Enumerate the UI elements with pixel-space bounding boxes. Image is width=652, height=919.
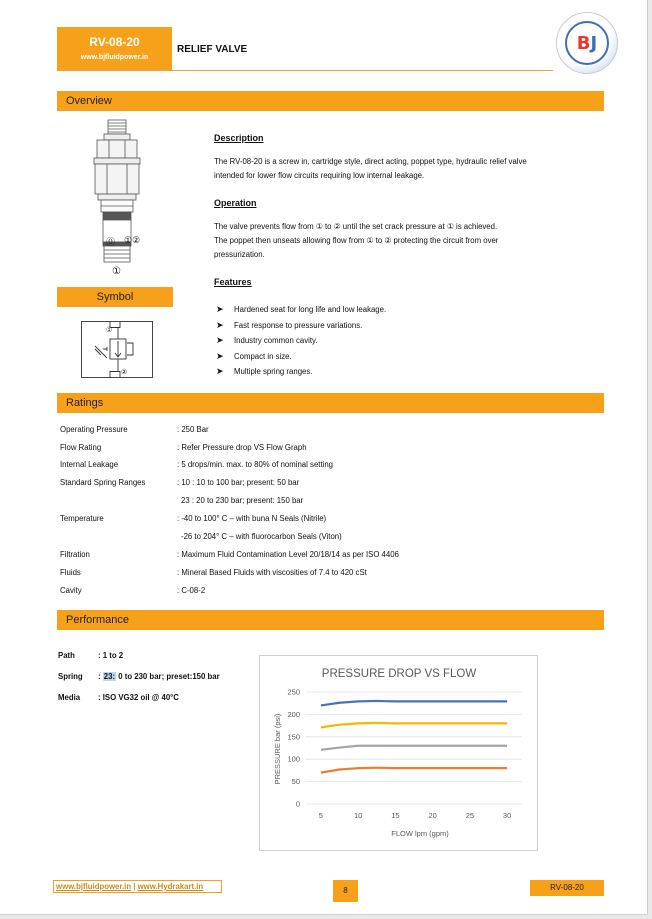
document-title: RELIEF VALVE (177, 44, 248, 55)
chart-y-tick-label: 200 (287, 709, 300, 719)
page-number: 8 (333, 880, 358, 902)
chart-y-tick-label: 250 (287, 687, 300, 697)
feature-item: ➤ Fast response to pressure variations. (216, 318, 386, 334)
description-line-1: The RV-08-20 is a screw in, cartridge style, direct acting, poppet type, hydraulic relief valve (214, 157, 527, 166)
rating-value: : C-08-2 (177, 586, 206, 595)
valve-port-1-label-side: ① (124, 235, 133, 245)
symbol-port-2: ② (121, 368, 128, 376)
feature-item: ➤ Compact in size. (216, 349, 386, 365)
feature-item: ➤ Hardened seat for long life and low leakage. (216, 302, 386, 318)
footer-links (53, 880, 222, 893)
logo-letter-j: J (590, 32, 598, 54)
description-heading: Description (214, 133, 264, 143)
arrow-bullet-icon: ➤ (216, 350, 224, 361)
rating-label: Internal Leakage (60, 460, 119, 469)
spring-label: Spring (58, 672, 83, 681)
footer-link-bjfluidpower[interactable]: www.bjfluidpower.in (56, 882, 132, 891)
chart-x-tick-label: 30 (502, 811, 512, 820)
chart-series-line-1 (321, 701, 507, 705)
chart-x-ticks (319, 811, 511, 820)
header-url[interactable]: www.bjfluidpower.in (80, 54, 149, 61)
operation-heading: Operation (214, 198, 257, 208)
features-heading: Features (214, 277, 252, 287)
chart-x-tick-label: 20 (428, 811, 437, 820)
spring-value: : 23: 0 to 230 bar; preset:150 bar (98, 672, 220, 681)
rating-value: : -40 to 100° C – with buna N Seals (Nitrile) (177, 514, 327, 523)
symbol-port-1: ① (106, 326, 113, 334)
rating-value: : 250 Bar (177, 425, 209, 434)
rating-label: Operating Pressure (60, 425, 128, 434)
section-header-overview: Overview (57, 91, 604, 111)
footer-separator: | (131, 882, 138, 891)
chart-y-tick-label: 50 (291, 777, 300, 787)
section-header-symbol: Symbol (57, 287, 173, 307)
valve-cartridge-image (82, 118, 152, 278)
bj-logo (556, 12, 618, 74)
section-header-ratings: Ratings (57, 393, 604, 413)
chart-title: PRESSURE DROP VS FLOW (321, 668, 477, 680)
operation-text (214, 220, 594, 262)
feature-item: ➤ Industry common cavity. (216, 333, 386, 349)
header-divider (57, 70, 553, 71)
rating-value: : Refer Pressure drop VS Flow Graph (177, 443, 307, 452)
chart-x-tick-label: 10 (353, 811, 363, 820)
arrow-bullet-icon: ➤ (216, 319, 224, 330)
valve-port-1-label-bottom: ① (112, 266, 121, 277)
arrow-bullet-icon: ➤ (216, 304, 224, 314)
arrow-bullet-icon: ➤ (216, 366, 224, 376)
spring-highlight: 23: (103, 672, 116, 681)
features-list (216, 302, 386, 380)
valve-port-0-label: ⓪ (106, 237, 116, 247)
chart-y-tick-label: 0 (295, 799, 300, 809)
footer-model-number: RV-08-20 (530, 880, 604, 896)
rating-label: Standard Spring Ranges (60, 478, 146, 487)
operation-line-2: The poppet then unseats allowing flow from ① to ② protecting the circuit from over (214, 236, 499, 245)
rating-value: : 5 drops/min. max. to 80% of nominal setting (177, 460, 334, 469)
arrow-bullet-icon: ➤ (216, 335, 224, 345)
chart-y-axis-label: PRESSURE bar (psi) (273, 713, 282, 785)
hydraulic-symbol-diagram (81, 321, 153, 378)
description-text (214, 155, 594, 183)
media-label: Media (58, 693, 81, 702)
rating-label: Filtration (60, 550, 90, 559)
model-header-box (57, 27, 172, 70)
rating-value: : Maximum Fluid Contamination Level 20/18/14 as per ISO 4406 (177, 550, 399, 559)
rating-label: Fluids (60, 568, 81, 577)
chart-x-tick-label: 5 (318, 811, 323, 820)
footer-link-hydrakart[interactable]: www.Hydrakart.in (137, 882, 204, 891)
chart-series-line-4 (321, 768, 507, 773)
rating-label: Flow Rating (60, 443, 102, 452)
valve-port-2-label: ② (132, 235, 141, 245)
rating-value: : 10 : 10 to 100 bar; present: 50 bar (177, 478, 300, 487)
description-line-2: intended for lower flow circuits requiring low internal leakage. (214, 171, 425, 180)
rating-label: Temperature (60, 514, 104, 523)
feature-item: ➤ Multiple spring ranges. (216, 364, 386, 380)
section-header-performance: Performance (57, 610, 604, 630)
rating-value: : Mineral Based Fluids with viscosities of 7.4 to 420 cSt (177, 568, 367, 577)
chart-series-line-2 (321, 723, 507, 727)
chart-x-axis-label: FLOW lpm (gpm) (391, 829, 449, 838)
logo-letter-b: B (576, 32, 591, 54)
model-number: RV-08-20 (89, 35, 140, 49)
operation-line-3: pressurization. (214, 250, 265, 259)
operation-line-1: The valve prevents flow from ① to ② until the set crack pressure at ① is achieved. (214, 222, 498, 231)
path-label: Path (58, 651, 75, 660)
pressure-drop-chart (259, 655, 538, 851)
chart-x-tick-label: 15 (391, 811, 400, 820)
rating-value: 23 : 20 to 230 bar; present: 150 bar (181, 496, 304, 505)
logo-ring (565, 21, 609, 65)
path-value: : 1 to 2 (98, 651, 124, 660)
chart-y-tick-label: 150 (287, 732, 300, 742)
rating-value: -26 to 204° C – with fluorocarbon Seals (Viton) (181, 532, 342, 541)
chart-y-ticks (287, 688, 300, 809)
rating-label: Cavity (60, 586, 82, 595)
chart-y-tick-label: 100 (287, 754, 300, 764)
chart-svg (260, 656, 539, 852)
chart-series-line-3 (321, 746, 507, 750)
media-value: : ISO VG32 oil @ 40°C (98, 693, 179, 702)
chart-x-tick-label: 25 (465, 811, 475, 820)
